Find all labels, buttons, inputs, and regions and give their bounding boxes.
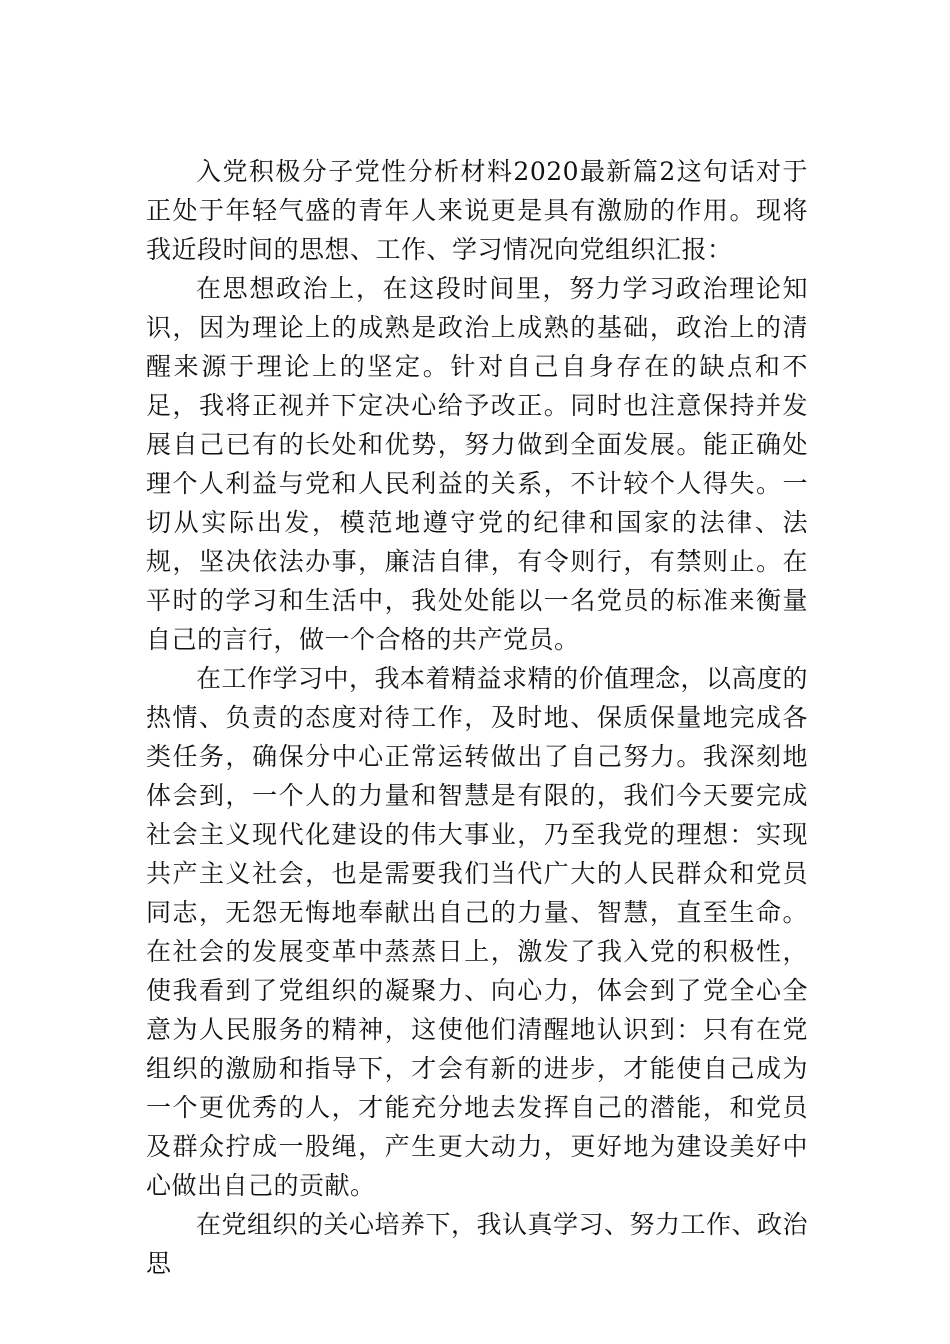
- document-page: [146, 152, 808, 1283]
- paragraph-work-study: 在工作学习中，我本着精益求精的价值理念，以高度的热情、负责的态度对待工作，及时地、保质保量地完成各类任务，确保分中心正常运转做出了自己努力。我深刻地体会到，一个人的力量和智慧是有限的，我们今天要完成社会主义现代化建设的伟大事业，乃至我党的理想：实现共产主义社会，也是需要我们当代广大的人民群众和党员同志，无怨无悔地奉献出自己的力量、智慧，直至生命。在社会的发展变革中蒸蒸日上，激发了我入党的积极性，使我看到了党组织的凝聚力、向心力，体会到了党全心全意为人民服务的精神，这使他们清醒地认识到：只有在党组织的激励和指导下，才会有新的进步，才能使自己成为一个更优秀的人，才能充分地去发挥自己的潜能，和党员及群众拧成一股绳，产生更大动力，更好地为建设美好中心做出自己的贡献。: [146, 664, 809, 1200]
- paragraph-intro: 入党积极分子党性分析材料2020最新篇2这句话对于正处于年轻气盛的青年人来说更是具有激励的作用。现将我近段时间的思想、工作、学习情况向党组织汇报：: [146, 157, 808, 264]
- paragraph-party-care: 在党组织的关心培养下，我认真学习、努力工作、政治思: [146, 1210, 809, 1278]
- paragraph-political-thought: 在思想政治上，在这段时间里，努力学习政治理论知识，因为理论上的成熟是政治上成熟的基础，政治上的清醒来源于理论上的坚定。针对自己自身存在的缺点和不足，我将正视并下定决心给予改正。同时也注意保持并发展自己已有的长处和优势，努力做到全面发展。能正确处理个人利益与党和人民利益的关系，不计较个人得失。一切从实际出发，模范地遵守党的纪律和国家的法律、法规，坚决依法办事，廉洁自律，有令则行，有禁则止。在平时的学习和生活中，我处处能以一名党员的标准来衡量自己的言行，做一个合格的共产党员。: [146, 274, 808, 654]
